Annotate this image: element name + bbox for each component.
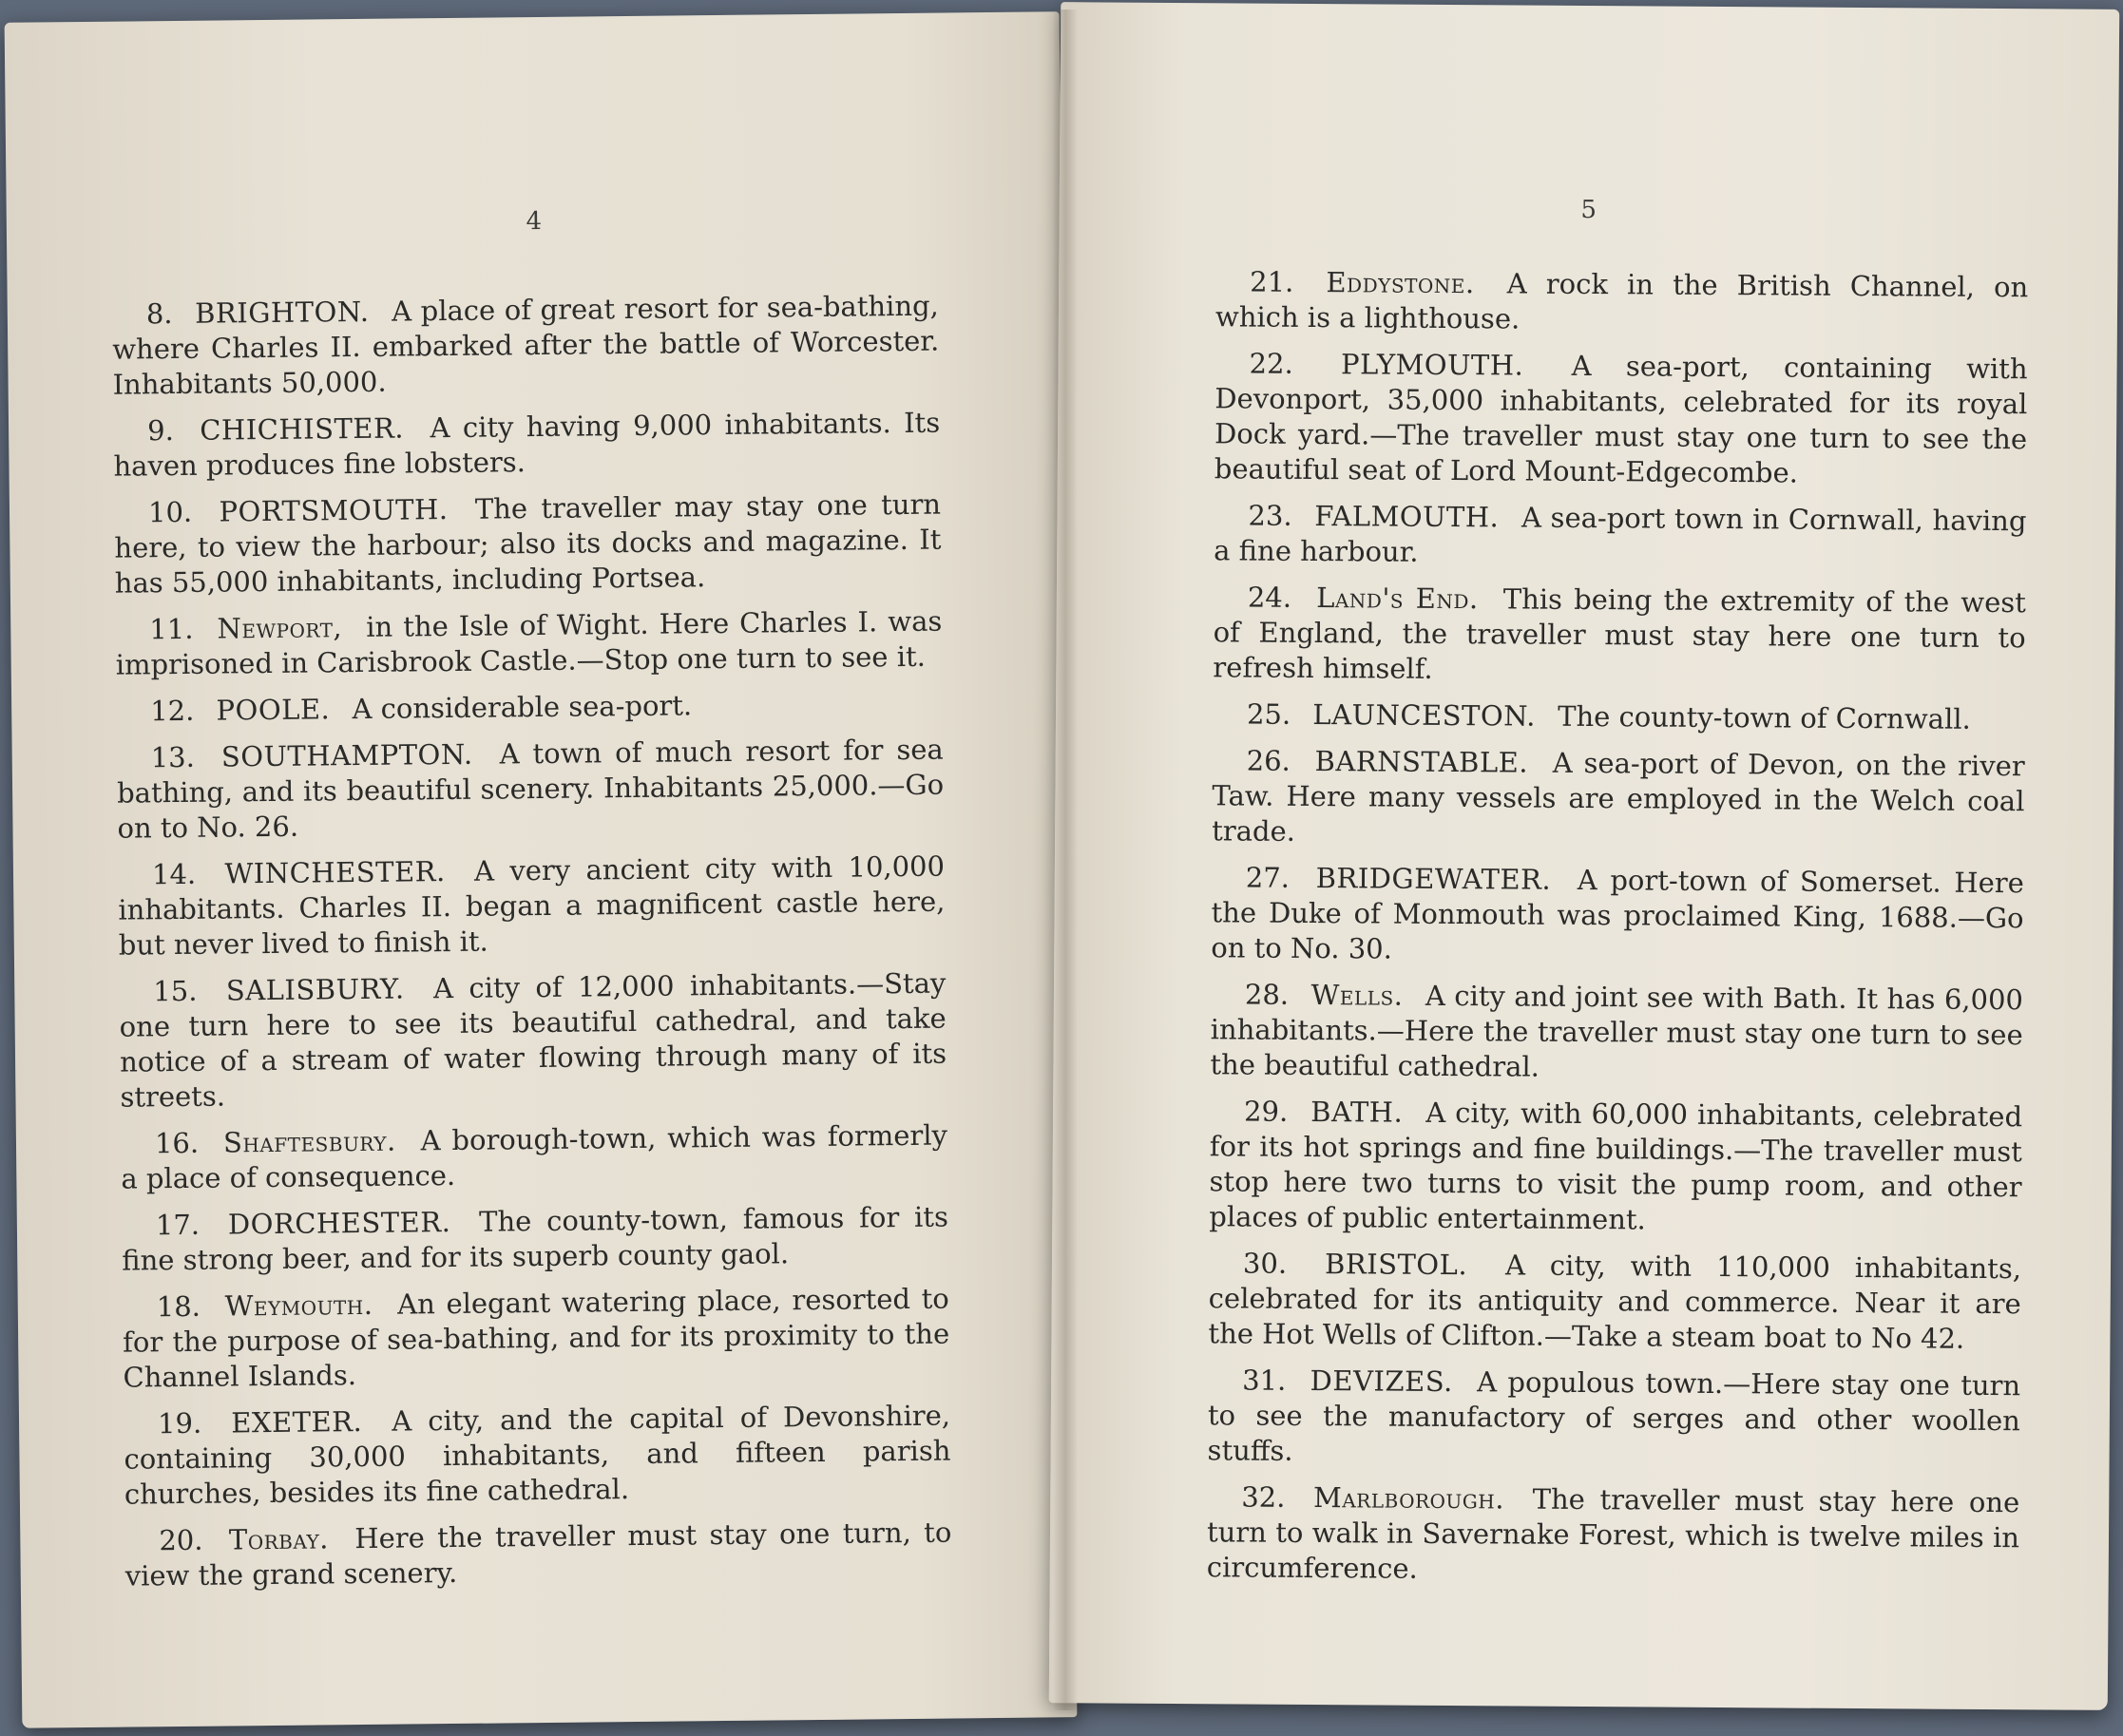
place-name: DEVIZES. xyxy=(1310,1364,1453,1399)
entry-number: 22. xyxy=(1249,347,1293,380)
entry-number: 11. xyxy=(149,612,194,646)
gazetteer-entry xyxy=(1209,1094,2022,1240)
entry-description: A borough-town, which was formerly a place of consequence. xyxy=(121,1118,948,1195)
entry-number: 17. xyxy=(155,1208,201,1242)
place-name: BRIDGEWATER. xyxy=(1315,862,1552,896)
entry-description: A city, with 60,000 inhabitants, celebrated for its hot springs and fine buildings.—The traveller must stop here two turns to visit the pump room, and other places of public entertainment. xyxy=(1209,1096,2023,1236)
place-name: BRISTOL. xyxy=(1324,1248,1468,1282)
entry-number: 18. xyxy=(156,1289,201,1324)
gazetteer-entry xyxy=(114,487,942,601)
place-name: Newport, xyxy=(217,611,343,645)
place-name: Weymouth. xyxy=(224,1288,373,1323)
entry-number: 10. xyxy=(147,495,193,529)
entry-description: A sea-port of Devon, on the river Taw. Here many vessels are employed in the Welch coal trade. xyxy=(1212,746,2025,848)
gazetteer-entry xyxy=(116,686,943,730)
entry-list xyxy=(1207,264,2029,1602)
gazetteer-entry xyxy=(118,849,946,963)
entry-number: 27. xyxy=(1245,861,1291,894)
gazetteer-entry xyxy=(117,733,945,847)
place-name: PLYMOUTH. xyxy=(1340,348,1524,382)
place-name: FALMOUTH. xyxy=(1314,500,1500,534)
entry-number: 26. xyxy=(1246,744,1291,777)
entry-description: A populous town.—Here stay one turn to see the manufactory of serges and other woollen stuffs. xyxy=(1207,1365,2021,1467)
place-name: BATH. xyxy=(1310,1095,1404,1129)
entry-description: in the Isle of Wight. Here Charles I. was imprisoned in Carisbrook Castle.—Stop one turn to see it. xyxy=(115,604,943,681)
entry-description: A sea-port, containing with Devonport, 35,000 inhabitants, celebrated for its royal Dock yard.—The traveller must stay one turn to see the beautiful seat of Lord Mount-Edgecombe. xyxy=(1214,349,2028,489)
left-page xyxy=(5,11,1078,1728)
entry-description: Here the traveller must stay one turn, to view the grand scenery. xyxy=(124,1516,952,1593)
entry-number: 21. xyxy=(1250,265,1294,298)
entry-description: A sea-port town in Cornwall, having a fine harbour. xyxy=(1214,501,2027,568)
place-name: SOUTHAMPTON. xyxy=(220,737,473,773)
entry-number: 9. xyxy=(146,414,174,448)
place-name: BARNSTABLE. xyxy=(1314,745,1529,779)
gazetteer-entry xyxy=(1215,264,2028,340)
gazetteer-entry xyxy=(113,406,941,485)
entry-description: An elegant watering place, resorted to for the purpose of sea-bathing, and for its proximity to the Channel Islands. xyxy=(123,1282,950,1394)
gazetteer-entry xyxy=(1211,860,2024,971)
gazetteer-entry xyxy=(1213,696,2025,737)
entry-description: A city, with 110,000 inhabitants, celebrated for its antiquity and commerce. Near it are the Hot Wells of Clifton.—Take a steam boat to No 42. xyxy=(1208,1249,2022,1355)
entry-description: A city of 12,000 inhabitants.—Stay one turn here to see its beautiful cathedral, and take notice of a stream of water flowing through many of its streets. xyxy=(119,966,947,1114)
place-name: LAUNCESTON. xyxy=(1312,698,1537,733)
entry-number: 19. xyxy=(157,1406,202,1440)
entry-number: 30. xyxy=(1242,1247,1288,1280)
entry-description: A port-town of Somerset. Here the Duke of Monmouth was proclaimed King, 1688.—Go on to No. 30. xyxy=(1211,863,2024,965)
place-name: BRIGHTON. xyxy=(194,295,370,330)
gazetteer-entry xyxy=(123,1282,950,1396)
gazetteer-entry xyxy=(1207,1479,2020,1591)
gazetteer-entry xyxy=(1213,580,2026,691)
entry-number: 8. xyxy=(145,297,173,331)
place-name: POOLE. xyxy=(216,693,331,727)
entry-description: A town of much resort for sea bathing, and its beautiful scenery. Inhabitants 25,000.—Go on to No. 26. xyxy=(116,733,945,845)
entry-description: The traveller must stay here one turn to walk in Savernake Forest, which is twelve miles in circumference. xyxy=(1206,1482,2020,1585)
entry-number: 20. xyxy=(159,1523,203,1557)
entry-description: A city and joint see with Bath. It has 6,000 inhabitants.—Here the traveller must stay one turn to see the beautiful cathedral. xyxy=(1210,979,2024,1083)
place-name: Torbay. xyxy=(228,1522,330,1556)
gazetteer-entry xyxy=(1214,498,2026,574)
gazetteer-entry xyxy=(119,966,947,1116)
entry-description: A very ancient city with 10,000 inhabitants. Charles II. began a magnificent castle here, but never lived to finish it. xyxy=(118,849,946,962)
place-name: EXETER. xyxy=(231,1404,363,1440)
entry-description: A city, and the capital of Devonshire, containing 30,000 inhabitants, and fifteen parish churches, besides its fine cathedral. xyxy=(124,1399,951,1511)
gazetteer-entry xyxy=(1215,346,2028,492)
gazetteer-entry xyxy=(122,1200,949,1279)
place-name: DORCHESTER. xyxy=(227,1206,451,1241)
entry-number: 12. xyxy=(150,694,195,728)
place-name: CHICHISTER. xyxy=(200,411,405,447)
place-name: SALISBURY. xyxy=(225,972,405,1007)
gazetteer-entry xyxy=(124,1399,951,1513)
entry-number: 24. xyxy=(1247,581,1292,614)
entry-description: The county-town of Cornwall. xyxy=(1558,699,1971,735)
entry-number: 14. xyxy=(151,857,197,891)
entry-number: 25. xyxy=(1246,697,1291,731)
gazetteer-entry xyxy=(112,289,940,403)
entry-number: 15. xyxy=(153,974,198,1008)
gazetteer-entry xyxy=(1210,977,2023,1088)
place-name: Wells. xyxy=(1310,978,1404,1012)
place-name: WINCHESTER. xyxy=(224,855,446,890)
place-name: Marlborough. xyxy=(1312,1481,1505,1516)
entry-description: A considerable sea-port. xyxy=(352,689,693,726)
entry-description: A place of great resort for sea-bathing, where Charles II. embarked after the battle of Worcester. Inhabitants 50,000. xyxy=(112,289,940,401)
entry-number: 16. xyxy=(154,1126,200,1160)
gazetteer-entry xyxy=(1208,1246,2021,1357)
entry-number: 23. xyxy=(1248,499,1292,532)
entry-description: A city having 9,000 inhabitants. Its haven produces fine lobsters. xyxy=(113,406,941,483)
place-name: Eddystone. xyxy=(1326,266,1475,300)
place-name: Land's End. xyxy=(1316,582,1479,616)
entry-description: A rock in the British Channel, on which is a lighthouse. xyxy=(1215,267,2029,335)
entry-description: The county-town, famous for its fine strong beer, and for its superb county gaol. xyxy=(122,1200,949,1277)
right-page xyxy=(1049,2,2119,1710)
gazetteer-entry xyxy=(115,604,943,683)
page-number: 4 xyxy=(526,206,543,237)
gazetteer-entry xyxy=(124,1516,952,1594)
entry-number: 13. xyxy=(150,740,196,774)
gazetteer-entry xyxy=(121,1118,948,1197)
entry-number: 28. xyxy=(1244,978,1290,1011)
entry-description: This being the extremity of the west of England, the traveller must stay here one turn to refresh himself. xyxy=(1213,582,2026,685)
page-number: 5 xyxy=(1580,195,1597,225)
place-name: Shaftesbury. xyxy=(222,1124,396,1159)
gazetteer-entry xyxy=(1207,1363,2020,1474)
entry-list xyxy=(112,289,952,1606)
gazetteer-entry xyxy=(1212,743,2025,854)
entry-description: The traveller may stay one turn here, to view the harbour; also its docks and magazine. It has 55,000 inhabitants, including Portsea. xyxy=(114,487,942,600)
entry-number: 31. xyxy=(1242,1364,1287,1397)
entry-number: 32. xyxy=(1241,1480,1286,1514)
place-name: PORTSMOUTH. xyxy=(219,493,449,528)
entry-number: 29. xyxy=(1243,1095,1289,1128)
